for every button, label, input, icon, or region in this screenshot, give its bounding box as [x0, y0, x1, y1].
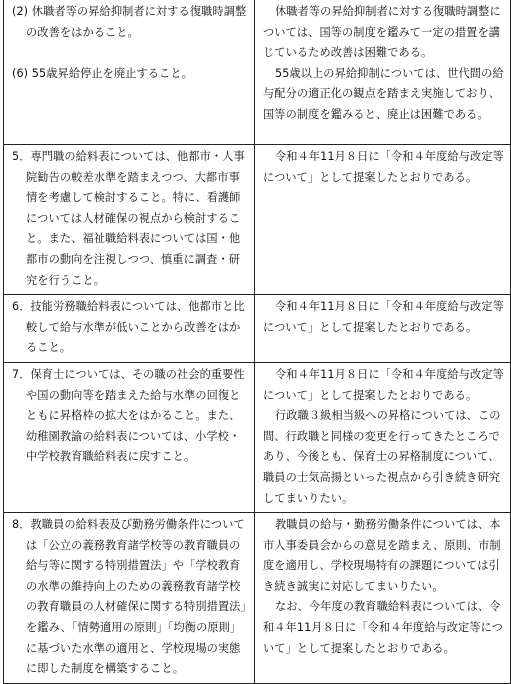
answer-text: 令和４年11月８日に「令和４年度給与改定等について」として提案したとおりである。: [263, 150, 504, 184]
request-text: 8．教職員の給料表及び勤務労働条件については「公立の義務教育諸学校等の教育職員の給与等に関する特別措置法」や「学校教育の水準の維持向上のための義務教育諸学校の教育職員の人材確保に関する特別措置法」を鑑み、「情勢適用の原則」「均衡の原則」に基づいた水準の適用と、学校現場の実態に即した制度を構築すること。: [12, 518, 247, 676]
request-cell: [4, 513, 255, 684]
request-cell: [4, 362, 255, 512]
request-text: 6．技能労務職給料表については、他都市と比較して給与水準が低いことから改善をはかること。: [12, 300, 245, 355]
request-cell: [4, 0, 255, 145]
request-text: (6) 55歳昇給停止を廃止すること。: [12, 67, 193, 81]
request-text: (2) 休職者等の昇給抑制者に対する復職時調整の改善をはかること。: [12, 5, 247, 39]
table-row: [4, 513, 511, 684]
table-row: [4, 0, 511, 145]
answer-text: 教職員の給与・勤務労働条件については、本市人事委員会からの意見を踏まえ、原則、市制度を適用し、学校現場特有の課題については引き続き誠実に対応してまいりたい。: [263, 518, 501, 593]
answer-cell: [255, 362, 511, 512]
table-row: [4, 362, 511, 512]
answer-text: 行政職３級相当級への昇格については、この間、行政職と同様の変更を行ってきたところであり、今後とも、保育士の昇格制度について、職員の士気高揚といった視点から引き続き研究してまいりたい。: [263, 409, 501, 505]
request-text: 7．保育士については、その職の社会的重要性や国の動向等を踏まえた給与水準の回復とともに昇格枠の拡大をはかること。また、幼稚園教諭の給料表については、小学校・中学校教育職給料表に戻すこと。: [12, 367, 245, 464]
answer-cell: [255, 295, 511, 363]
table-row: [4, 145, 511, 295]
answer-text: 55歳以上の昇給抑制については、世代間の給与配分の適正化の観点を踏まえ実施しており、国等の制度を鑑みると、廃止は困難である。: [263, 66, 504, 121]
spacer: [12, 43, 248, 64]
request-cell: [4, 295, 255, 363]
answer-text: 休職者等の昇給抑制者に対する復職時調整については、国等の制度を鑑みて一定の措置を講じているため改善は困難である。: [263, 5, 501, 60]
answer-text: 令和４年11月８日に「令和４年度給与改定等について」として提案したとおりである。: [263, 367, 504, 402]
request-cell: [4, 145, 255, 295]
request-text: 5．専門職の給料表については、他都市・人事院勧告の較差水準を踏まえつつ、大都市事情を考慮して検討すること。特に、看護師については人材確保の視点から検討すること。また、福祉職給料表については国・他都市の動向を注視しつつ、慎重に調査・研究を行うこと。: [12, 150, 245, 287]
answer-cell: [255, 0, 511, 145]
request-answer-table: [3, 0, 511, 684]
answer-text: 令和４年11月８日に「令和４年度給与改定等について」として提案したとおりである。: [263, 300, 504, 334]
answer-cell: [255, 513, 511, 684]
table-row: [4, 295, 511, 363]
answer-cell: [255, 145, 511, 295]
answer-text: なお、今年度の教育職給料表については、令和４年11月８日に「令和４年度給与改定等について」として提案したとおりである。: [263, 600, 503, 655]
